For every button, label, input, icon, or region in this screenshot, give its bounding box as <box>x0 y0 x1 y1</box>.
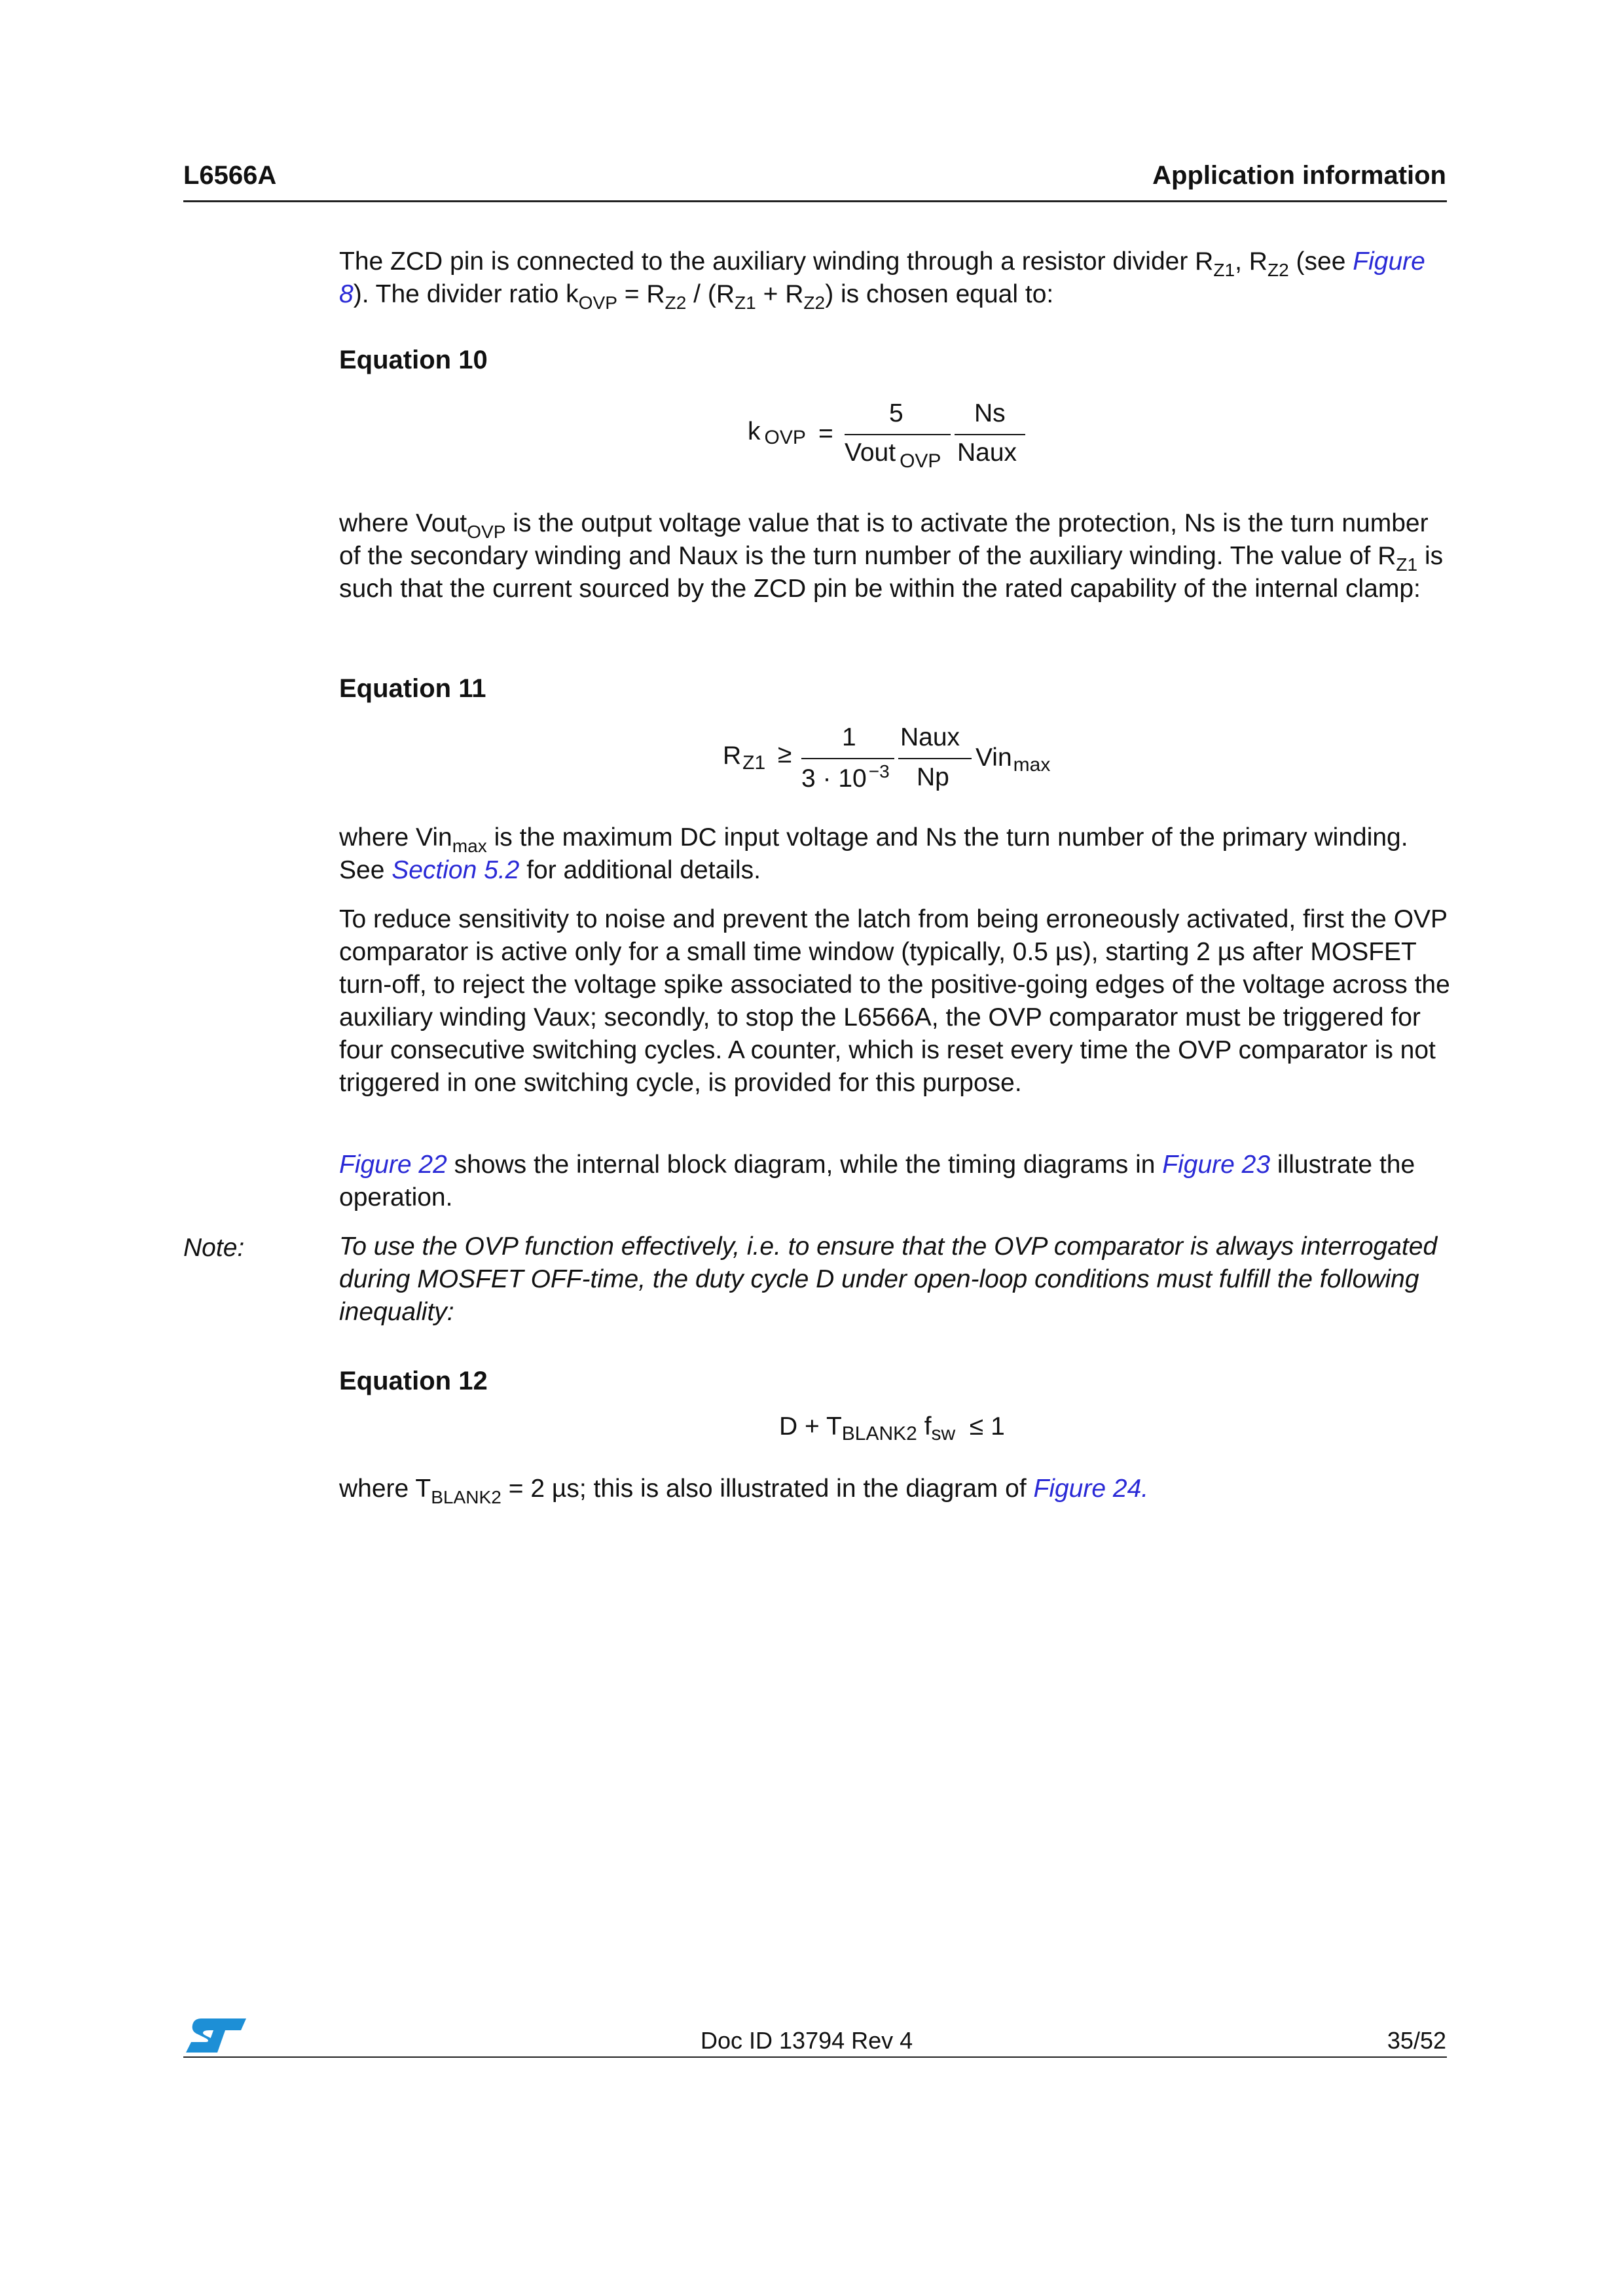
equation-12-label: Equation 12 <box>339 1367 488 1395</box>
page-number: 35/52 <box>1387 2027 1446 2054</box>
footer-rule <box>183 2056 1447 2058</box>
paragraph-figure-refs: Figure 22 shows the internal block diagram, while the timing diagrams in Figure 23 illustrate the operation. <box>339 1151 1415 1211</box>
figure-8-link[interactable]: Figure 8 <box>339 247 1425 308</box>
figure-22-link[interactable]: Figure 22 <box>339 1151 447 1179</box>
paragraph-zcd-divider: The ZCD pin is connected to the auxiliary winding through a resistor divider $R_{Z1}$, $R_{Z2}$ (see Figure 8). The divider ratio $k_{OVP} = R_{Z2} / (R_{Z1} + R_{Z2})$ is chosen equal to: <box>339 247 1425 313</box>
figure-23-link[interactable]: Figure 23 <box>1162 1151 1271 1179</box>
paragraph-t-blank2: where $T_{BLANK2} = 2$ µs; this is also illustrated in the diagram of Figure 24. <box>339 1475 1149 1507</box>
paragraph-vout-ovp: where Vout$_{OVP}$ is the output voltage value that is to activate the protection, Ns is the turn number of the secondary winding and Naux is the turn number of the auxiliary winding. The value of $R_{Z1}$ is such that the current sourced by the ZCD pin be within the rated capability of the internal clamp: <box>339 509 1444 603</box>
note-text: To use the OVP function effectively, i.e. to ensure that the OVP comparator is always interrogated during MOSFET OFF-time, the duty cycle D under open-loop conditions must fulfill the following inequality: <box>339 1232 1438 1326</box>
equation-12: $D + T_{BLANK2}$ $f_{sw} \le 1$ <box>779 1412 1005 1444</box>
doc-id: Doc ID 13794 Rev 4 <box>701 2027 913 2054</box>
section-title: Application information <box>1152 161 1446 190</box>
note-label: Note: <box>183 1234 245 1262</box>
paragraph-noise-sensitivity: To reduce sensitivity to noise and prevent the latch from being erroneously activated, first the OVP comparator is active only for a small time window (typically, 0.5 µs), starting 2 µs after MOSFET turn-off, to reject the voltage spike associated to the positive-going edges of the voltage across the auxiliary winding Vaux; secondly, to stop the L6566A, the OVP comparator must be triggered for four consecutive switching cycles. A counter, which is reset every time the OVP comparator is not triggered in one switching cycle, is provided for this purpose. <box>339 905 1450 1097</box>
header-rule <box>183 200 1447 202</box>
figure-24-link[interactable]: Figure 24. <box>1033 1475 1149 1503</box>
equation-10-label: Equation 10 <box>339 346 488 374</box>
equation-11-label: Equation 11 <box>339 674 486 703</box>
doc-title: L6566A <box>183 161 277 190</box>
paragraph-vin-max: where Vin$_{max}$ is the maximum DC input voltage and Ns the turn number of the primary winding. See Section 5.2 for additional details. <box>339 823 1408 884</box>
section-5-2-link[interactable]: Section 5.2 <box>392 856 520 884</box>
st-logo <box>183 2016 249 2055</box>
